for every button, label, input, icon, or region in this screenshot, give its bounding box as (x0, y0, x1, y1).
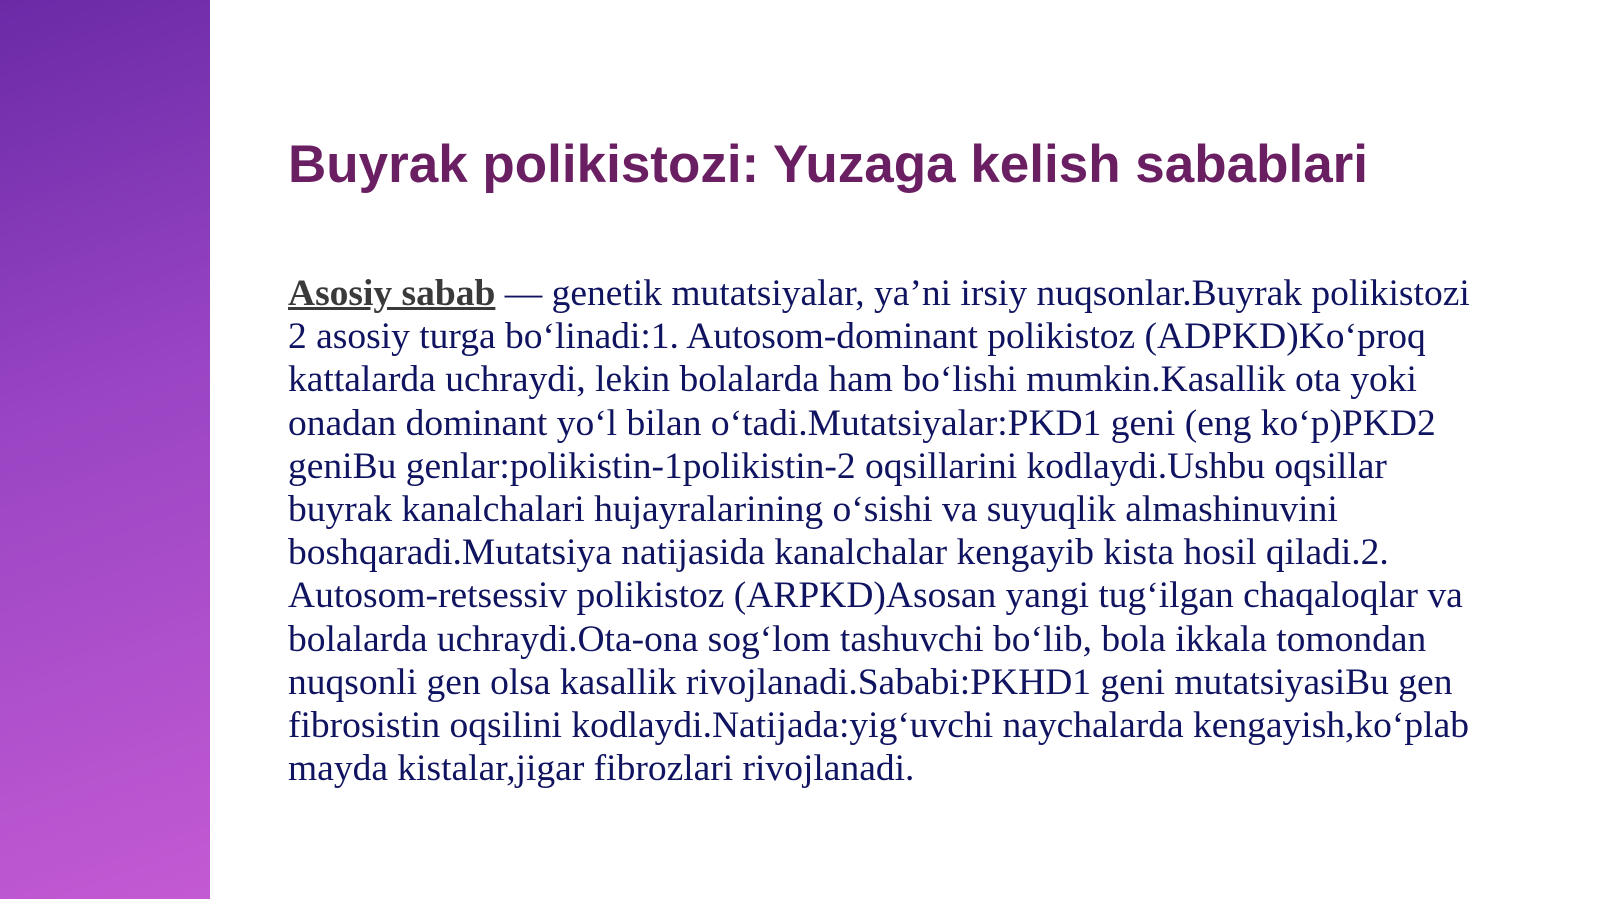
body-paragraph-text: — genetik mutatsiyalar, ya’ni irsiy nuqsonlar.Buyrak polikistozi 2 asosiy turga bo‘linadi:1. Autosom-dominant polikistoz (ADPKD)Ko‘proq kattalarda uchraydi, lekin bolalarda ham bo‘lishi mumkin.Kasallik ota yoki onadan dominant yo‘l bilan o‘tadi.Mutatsiyalar:PKD1 geni (eng ko‘p)PKD2 geniBu genlar:polikistin-1polikistin-2 oqsillarini kodlaydi.Ushbu oqsillar buyrak kanalchalari hujayralarining o‘sishi va suyuqlik almashinuvini boshqaradi.Mutatsiya natijasida kanalchalar kengayib kista hosil qiladi.2. Autosom-retsessiv polikistoz (ARPKD)Asosan yangi tug‘ilgan chaqaloqlar va bolalarda uchraydi.Ota-ona sog‘lom tashuvchi bo‘lib, bola ikkala tomondan nuqsonli gen olsa kasallik rivojlanadi.Sababi:PKHD1 geni mutatsiyasiBu gen fibrosistin oqsilini kodlaydi.Natijada:yig‘uvchi naychalarda kengayish,ko‘plab mayda kistalar,jigar fibrozlari rivojlanadi. (288, 273, 1470, 790)
slide-content (288, 130, 1478, 790)
body-lead-term: Asosiy sabab (288, 273, 496, 314)
slide-title: Buyrak polikistozi: Yuzaga kelish sabablari (288, 135, 1369, 194)
slide-body (288, 272, 1478, 790)
decorative-side-band (0, 0, 210, 899)
